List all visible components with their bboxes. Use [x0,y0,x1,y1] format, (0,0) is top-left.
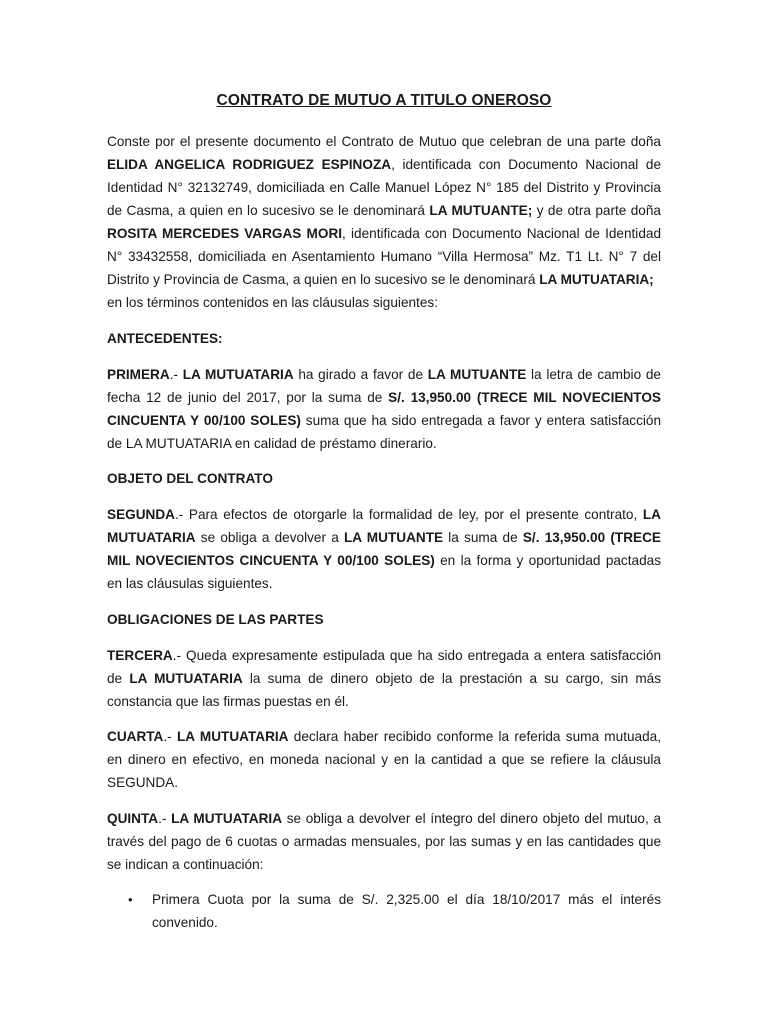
clause-segunda-text-2: se obliga a devolver a [195,530,344,545]
clause-cuarta-text-1: .- [163,729,177,744]
clause-segunda-bold-2: LA MUTUANTE [343,530,444,545]
clause-tercera-text-1: .- Queda expresamente estipulada que ha sido entregada a entera satisfacción de [107,647,661,686]
intro-text-4: , identificada con Documento Nacional de Identidad N° 33432558, domiciliada en Asentamiento Humano “Villa Hermosa” Mz. T1 Lt. N° 7 del Distrito y Provincia de Casma, a quien en lo sucesivo se le denominará [107,226,662,287]
clause-quinta-bold-1: LA MUTUATARIA [171,810,283,826]
clause-cuarta [107,725,661,794]
intro-text-3: y de otra parte doña [532,203,661,218]
party2-name: ROSITA MERCEDES VARGAS MORI [107,226,343,241]
clause-primera-text-3: la letra de cambio de fecha 12 de junio del 2017, por la suma de [107,366,661,405]
party1-role: LA MUTUANTE; [429,203,533,218]
list-item [107,888,661,934]
clause-cuarta-text-2: declara haber recibido conforme la referida suma mutuada, en dinero en efectivo, en moneda nacional y en la cantidad a que se refiere la cláusula SEGUNDA. [107,729,661,790]
clause-tercera-label: TERCERA [107,647,173,663]
clause-cuarta-label: CUARTA [107,729,164,744]
document-title: CONTRATO DE MUTUO A TITULO ONEROSO [216,92,552,109]
party2-role: LA MUTUATARIA; [539,272,654,287]
clause-segunda-text-1: .- Para efectos de otorgarle la formalidad de ley, por el presente contrato, [174,507,643,522]
clause-quinta-text-1: .- [158,810,172,826]
intro-paragraph [107,130,661,314]
clause-tercera-bold-1: LA MUTUATARIA [129,670,243,686]
clause-primera-text-2: ha girado a favor de [293,366,428,382]
clause-quinta-label: QUINTA [107,810,159,826]
clause-tercera-text-2: la suma de dinero objeto de la prestación a su cargo, sin más constancia que las firmas puestas en él. [107,670,661,709]
clause-primera-amount: S/. 13,950.00 (TRECE MIL NOVECIENTOS CINCUENTA Y 00/100 SOLES) [107,389,661,428]
clause-primera-bold-2: LA MUTUANTE [427,366,527,382]
intro-text-5: en los términos contenidos en las cláusulas siguientes: [107,295,438,310]
clause-primera-text-1: .- [169,366,183,382]
clause-segunda-text-4: en la forma y oportunidad pactadas en las cláusulas siguientes. [107,553,661,591]
party1-name: ELIDA ANGELICA RODRIGUEZ ESPINOZA [107,157,392,172]
clause-tercera [107,644,661,713]
cuotas-list [107,888,661,934]
objeto-heading: OBJETO DEL CONTRATO [107,471,273,486]
antecedentes-heading: ANTECEDENTES: [107,330,223,346]
clause-primera [107,363,661,455]
clause-primera-label: PRIMERA [107,366,170,382]
clause-segunda [107,503,661,595]
clause-quinta-text-2: se obliga a devolver el íntegro del dinero objeto del mutuo, a través del pago de 6 cuotas o armadas mensuales, por las sumas y en las cantidades que se indican a continuación: [107,810,661,872]
obligaciones-heading: OBLIGACIONES DE LAS PARTES [107,611,324,627]
clause-primera-text-4: suma que ha sido entregada a favor y entera satisfacción de LA MUTUATARIA en calidad de préstamo dinerario. [107,412,661,451]
clause-primera-bold-1: LA MUTUATARIA [182,366,294,382]
intro-text-2: , identificada con Documento Nacional de Identidad N° 32132749, domiciliada en Calle Manuel López N° 185 del Distrito y Provincia de Casma, a quien en lo sucesivo se le denominará [107,157,662,218]
clause-segunda-amount: S/. 13,950.00 (TRECE MIL NOVECIENTOS CINCUENTA Y 00/100 SOLES) [107,530,661,568]
cuota-text: Primera Cuota por la suma de S/. 2,325.00 el día 18/10/2017 más el interés convenido. [152,892,661,930]
clause-cuarta-bold-1: LA MUTUATARIA [176,729,289,744]
bullet-icon: • [128,892,133,907]
clause-segunda-bold-1: LA MUTUATARIA [107,507,661,545]
clause-quinta [107,807,661,876]
clause-segunda-label: SEGUNDA [107,507,175,522]
intro-text-1: Conste por el presente documento el Contrato de Mutuo que celebran de una parte doña [107,134,661,149]
clause-segunda-text-3: la suma de [443,530,523,545]
